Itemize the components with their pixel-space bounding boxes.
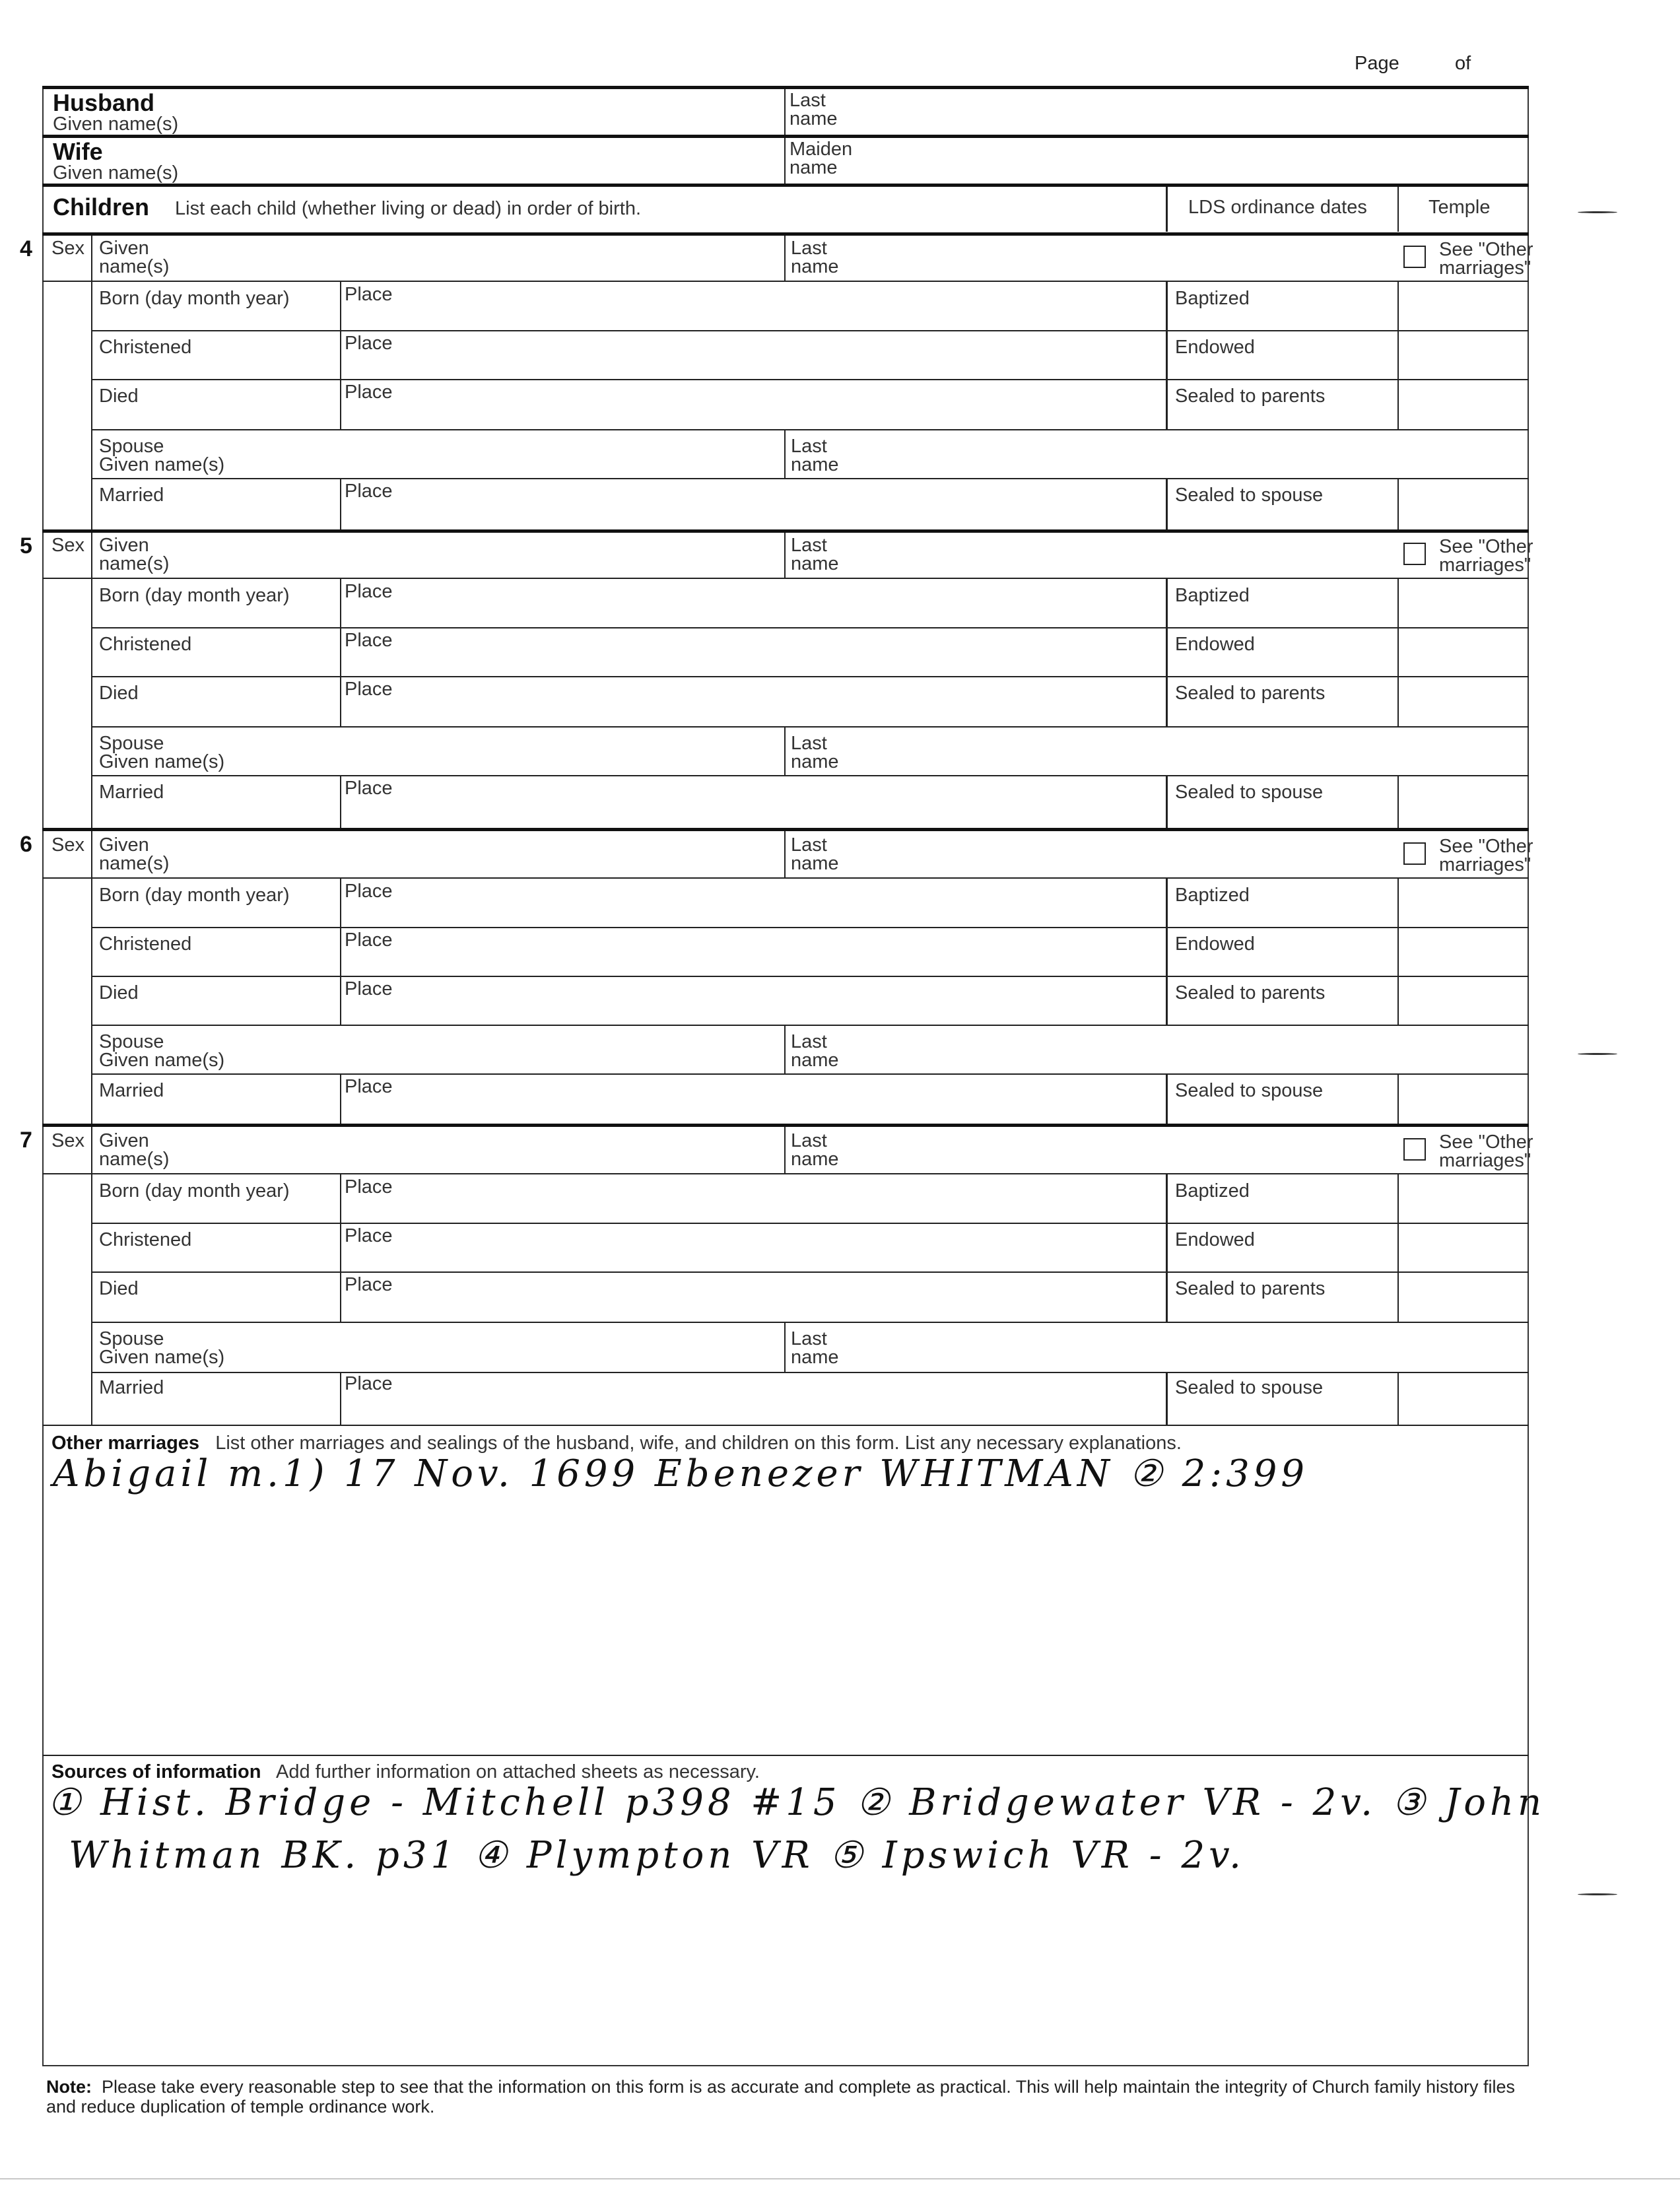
see-other-label-2: marriages" (1439, 854, 1531, 875)
died-label: Died (99, 1278, 139, 1299)
page-label: Page (1355, 53, 1399, 74)
divider (1166, 579, 1168, 726)
see-other-label-2: marriages" (1439, 555, 1531, 576)
spouse-last-label-2: name (791, 454, 839, 475)
divider (1166, 879, 1168, 1025)
place-label: Place (345, 284, 393, 305)
note-block (46, 2077, 1525, 2116)
divider (91, 579, 92, 828)
born-label: Born (day month year) (99, 1180, 290, 1202)
children-instruction: List each child (whether living or dead) in order of birth. (175, 198, 642, 219)
endowed-label: Endowed (1175, 1229, 1255, 1250)
divider (91, 775, 1529, 776)
child-block-6 (0, 828, 1680, 1124)
given-label: Given (99, 535, 149, 556)
place-label: Place (345, 382, 393, 403)
divider (784, 533, 786, 579)
temple-header: Temple (1428, 197, 1491, 218)
endowed-label: Endowed (1175, 337, 1255, 358)
child-number: 5 (20, 533, 32, 559)
divider (1166, 1373, 1168, 1425)
divider (1397, 776, 1399, 828)
divider (42, 828, 1529, 831)
divider (1166, 776, 1168, 828)
divider (91, 1223, 1529, 1224)
divider (784, 1323, 786, 1372)
divider (42, 232, 1529, 236)
sex-label: Sex (51, 238, 84, 259)
divider (91, 726, 1529, 728)
punch-mark (1578, 211, 1617, 213)
divider (784, 430, 786, 478)
divider (42, 135, 1529, 138)
sealed-parents-label: Sealed to parents (1175, 683, 1326, 704)
sex-label: Sex (51, 535, 84, 556)
endowed-label: Endowed (1175, 634, 1255, 655)
born-label: Born (day month year) (99, 288, 290, 309)
spouse-last-label-2: name (791, 1050, 839, 1071)
born-label: Born (day month year) (99, 885, 290, 906)
sources-instruction: Add further information on attached sheets as necessary. (276, 1761, 760, 1782)
divider (784, 1127, 786, 1173)
spouse-label: Spouse (99, 733, 164, 754)
husband-heading: Husband (53, 89, 155, 116)
divider (1166, 282, 1168, 429)
divider (784, 89, 786, 135)
divider (784, 138, 786, 184)
divider (91, 282, 92, 529)
divider (42, 1755, 1529, 1756)
divider (91, 1025, 1529, 1026)
divider (91, 831, 92, 877)
divider (340, 1174, 341, 1322)
divider (784, 1026, 786, 1073)
divider (340, 879, 341, 1025)
divider (340, 479, 341, 529)
divider (91, 429, 1529, 430)
divider (42, 281, 1529, 282)
spouse-label: Spouse (99, 436, 164, 457)
other-marriages-handwritten: Abigail m.1) 17 Nov. 1699 Ebenezer WHITMAN ② 2:399 (53, 1452, 1309, 1495)
other-marriages-checkbox[interactable] (1403, 842, 1426, 865)
sex-label: Sex (51, 834, 84, 856)
place-label: Place (345, 930, 393, 951)
died-label: Died (99, 982, 139, 1003)
given-label: Given (99, 834, 149, 856)
child-block-7 (0, 1124, 1680, 1425)
spouse-given-label: Given name(s) (99, 751, 225, 772)
divider (784, 831, 786, 877)
other-marriages-heading: Other marriages (51, 1433, 200, 1454)
divider (1166, 1174, 1168, 1322)
divider (42, 1173, 1529, 1174)
place-label: Place (345, 1274, 393, 1295)
divider (1397, 1373, 1399, 1425)
divider (340, 282, 341, 429)
place-label: Place (345, 581, 393, 602)
divider (91, 627, 1529, 628)
other-marriages-checkbox[interactable] (1403, 543, 1426, 565)
divider (1397, 479, 1399, 529)
spouse-label: Spouse (99, 1031, 164, 1052)
divider (784, 728, 786, 775)
divider (91, 1127, 92, 1173)
spouse-last-label: Last (791, 733, 827, 754)
last-label-2: name (791, 256, 839, 277)
wife-maiden-label: Maiden (790, 139, 853, 160)
last-label-2: name (791, 553, 839, 574)
divider (91, 379, 1529, 380)
divider (1397, 579, 1399, 726)
divider (91, 976, 1529, 977)
divider (340, 776, 341, 828)
divider (1397, 187, 1399, 232)
divider (42, 184, 1529, 187)
divider (42, 1124, 1529, 1127)
given-label-2: name(s) (99, 1149, 170, 1170)
endowed-label: Endowed (1175, 933, 1255, 955)
divider (1166, 479, 1168, 529)
divider (91, 927, 1529, 928)
wife-heading: Wife (53, 138, 103, 165)
spouse-last-label-2: name (791, 751, 839, 772)
child-block-4 (0, 232, 1680, 529)
place-label: Place (345, 333, 393, 354)
sex-label: Sex (51, 1130, 84, 1151)
spouse-given-label: Given name(s) (99, 454, 225, 475)
spouse-last-label: Last (791, 436, 827, 457)
divider (91, 236, 92, 282)
punch-mark (1578, 1053, 1617, 1055)
divider (91, 879, 92, 1124)
married-label: Married (99, 1080, 164, 1101)
lds-ordinance-header: LDS ordinance dates (1188, 197, 1367, 218)
sealed-spouse-label: Sealed to spouse (1175, 485, 1324, 506)
last-label: Last (791, 238, 827, 259)
baptized-label: Baptized (1175, 1180, 1250, 1202)
child-number: 6 (20, 832, 32, 857)
divider (91, 1372, 1529, 1373)
divider (1397, 282, 1399, 429)
divider (42, 86, 1529, 89)
sources-handwritten-line-1: ① Hist. Bridge - Mitchell p398 #15 ② Bridgewater VR - 2v. ③ John (48, 1781, 1546, 1824)
christened-label: Christened (99, 634, 192, 655)
place-label: Place (345, 881, 393, 902)
christened-label: Christened (99, 1229, 192, 1250)
divider (91, 478, 1529, 479)
given-label: Given (99, 1130, 149, 1151)
divider (340, 1373, 341, 1425)
given-label-2: name(s) (99, 853, 170, 874)
punch-mark (1578, 1893, 1617, 1895)
sealed-spouse-label: Sealed to spouse (1175, 782, 1324, 803)
spouse-last-label-2: name (791, 1347, 839, 1368)
married-label: Married (99, 782, 164, 803)
place-label: Place (345, 481, 393, 502)
divider (91, 1271, 1529, 1273)
divider (91, 533, 92, 579)
other-marriages-section (51, 1434, 1182, 1453)
see-other-label: See "Other (1439, 239, 1533, 260)
last-label: Last (791, 1130, 827, 1151)
see-other-label-2: marriages" (1439, 1150, 1531, 1171)
other-marriages-checkbox[interactable] (1403, 1138, 1426, 1161)
sources-handwritten-line-2: Whitman BK. p31 ④ Plympton VR ⑤ Ipswich VR - 2v. (69, 1834, 1245, 1877)
child-block-5 (0, 529, 1680, 828)
baptized-label: Baptized (1175, 885, 1250, 906)
other-marriages-checkbox[interactable] (1403, 246, 1426, 268)
divider (1397, 1075, 1399, 1124)
sources-heading: Sources of information (51, 1761, 261, 1782)
see-other-label: See "Other (1439, 536, 1533, 557)
note-label: Note: (46, 2077, 92, 2097)
given-label-2: name(s) (99, 553, 170, 574)
divider (91, 1073, 1529, 1075)
divider (42, 877, 1529, 879)
sealed-parents-label: Sealed to parents (1175, 1278, 1326, 1299)
place-label: Place (345, 778, 393, 799)
born-label: Born (day month year) (99, 585, 290, 606)
divider (340, 579, 341, 726)
spouse-label: Spouse (99, 1328, 164, 1349)
wife-maiden-label-2: name (790, 157, 838, 178)
place-label: Place (345, 1076, 393, 1097)
divider (91, 330, 1529, 331)
divider (340, 1075, 341, 1124)
husband-last-label: Last (790, 90, 826, 111)
spouse-given-label: Given name(s) (99, 1050, 225, 1071)
other-marriages-instruction: List other marriages and sealings of the husband, wife, and children on this form. List any necessary explanations. (215, 1433, 1182, 1454)
divider (1166, 187, 1168, 232)
spouse-given-label: Given name(s) (99, 1347, 225, 1368)
child-number: 7 (20, 1128, 32, 1153)
spouse-last-label: Last (791, 1328, 827, 1349)
note-text: Please take every reasonable step to see that the information on this form is as accurate and complete as practical. This will help maintain the integrity of Church family history files and reduce duplication of temple ordinance work. (46, 2077, 1516, 2116)
christened-label: Christened (99, 337, 192, 358)
child-number: 4 (20, 236, 32, 261)
see-other-label: See "Other (1439, 836, 1533, 857)
divider (91, 1174, 92, 1425)
baptized-label: Baptized (1175, 288, 1250, 309)
last-label-2: name (791, 1149, 839, 1170)
place-label: Place (345, 1176, 393, 1198)
place-label: Place (345, 978, 393, 999)
spouse-last-label: Last (791, 1031, 827, 1052)
husband-last-label-2: name (790, 108, 838, 129)
given-label: Given (99, 238, 149, 259)
sealed-spouse-label: Sealed to spouse (1175, 1377, 1324, 1398)
see-other-label-2: marriages" (1439, 257, 1531, 279)
divider (42, 578, 1529, 579)
see-other-label: See "Other (1439, 1132, 1533, 1153)
place-label: Place (345, 630, 393, 651)
place-label: Place (345, 679, 393, 700)
christened-label: Christened (99, 933, 192, 955)
given-label-2: name(s) (99, 256, 170, 277)
died-label: Died (99, 683, 139, 704)
last-label-2: name (791, 853, 839, 874)
divider (1397, 1174, 1399, 1322)
divider (784, 236, 786, 282)
sealed-parents-label: Sealed to parents (1175, 982, 1326, 1003)
divider (42, 529, 1529, 533)
place-label: Place (345, 1225, 393, 1246)
died-label: Died (99, 386, 139, 407)
sealed-spouse-label: Sealed to spouse (1175, 1080, 1324, 1101)
last-label: Last (791, 535, 827, 556)
wife-given-label: Given name(s) (53, 162, 179, 184)
husband-given-label: Given name(s) (53, 114, 179, 135)
divider (91, 676, 1529, 677)
divider (42, 1425, 1529, 1426)
sealed-parents-label: Sealed to parents (1175, 386, 1326, 407)
married-label: Married (99, 1377, 164, 1398)
last-label: Last (791, 834, 827, 856)
divider (1166, 1075, 1168, 1124)
place-label: Place (345, 1373, 393, 1394)
sources-section (51, 1763, 760, 1782)
baptized-label: Baptized (1175, 585, 1250, 606)
married-label: Married (99, 485, 164, 506)
divider (91, 1322, 1529, 1323)
children-heading: Children (53, 193, 150, 220)
page-of-label: of (1455, 53, 1471, 74)
divider (1397, 879, 1399, 1025)
